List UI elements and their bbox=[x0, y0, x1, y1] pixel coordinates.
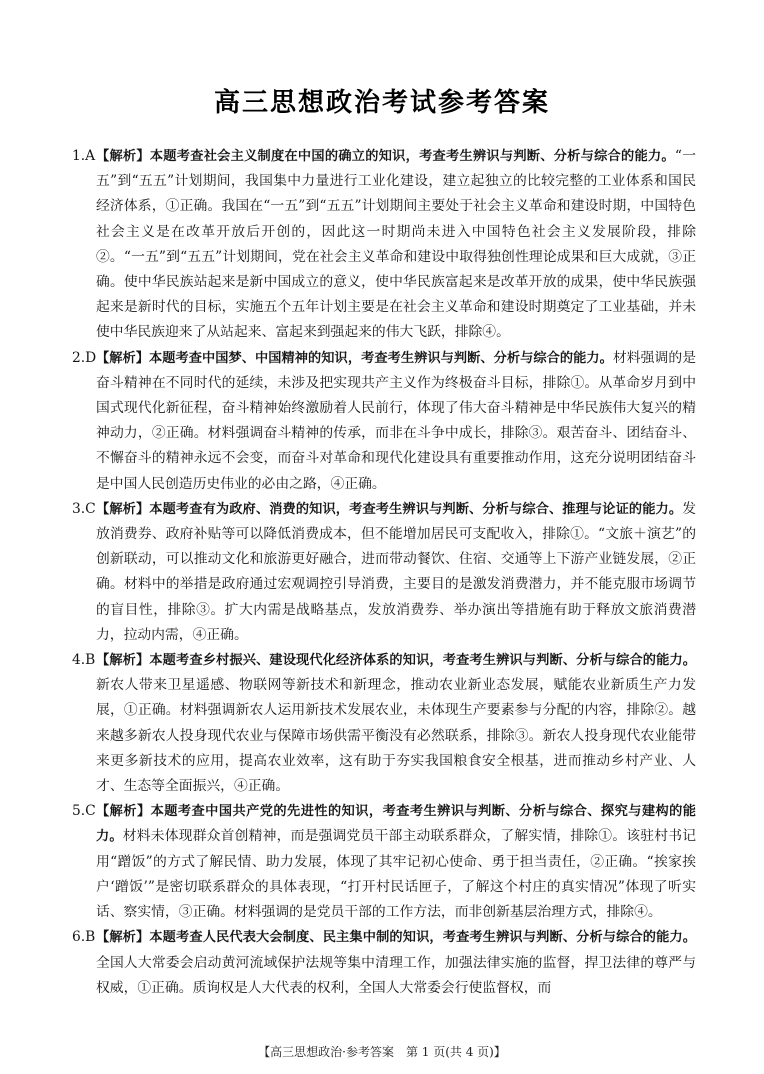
question-6 bbox=[70, 925, 696, 1001]
page-footer: 【高三思想政治·参考答案 第 1 页(共 4 页)】 bbox=[258, 1045, 506, 1059]
analysis-lead: 【解析】本题考查乡村振兴、建设现代化经济体系的知识，考查考生辨识与判断、分析与综合的能力。 bbox=[96, 653, 696, 669]
analysis-body: 发放消费券、政府补贴等可以降低消费成本，但不能增加居民可支配收入，排除①。“文旅＋演艺”的创新联动，可以推动文化和旅游更好融合，进而带动餐饮、住宿、交通等上下游产业链发展，②正确。材料中的举措是政府通过宏观调控引导消费，主要目的是激发消费潜力，并不能克服市场调节的盲目性，排除③。扩大内需是战略基点，发放消费券、举办演出等措施有助于释放文旅消费潜力，拉动内需，④正确。 bbox=[96, 500, 696, 643]
analysis-lead: 【解析】本题考查社会主义制度在中国的确立的知识，考查考生辨识与判断、分析与综合的能力。 bbox=[96, 149, 675, 164]
question-number: 2.D bbox=[72, 349, 97, 366]
question-4 bbox=[70, 648, 696, 799]
question-5 bbox=[70, 799, 696, 925]
analysis-lead: 【解析】本题考查中国共产党的先进性的知识，考查考生辨识与判断、分析与综合、探究与建构的能力。 bbox=[96, 804, 696, 845]
question-2 bbox=[70, 346, 696, 497]
analysis-lead: 【解析】本题考查有为政府、消费的知识，考查考生辨识与判断、分析与综合、推理与论证的能力。 bbox=[96, 501, 683, 517]
analysis-body: 材料未体现群众首创精神，而是强调党员干部主动联系群众，了解实情，排除①。该驻村书记用“蹭饭”的方式了解民情、助力发展，体现了其牢记初心使命、勇于担当责任，②正确。“挨家挨户‘蹭饭’”是密切联系群众的具体表现，“打开村民话匣子，了解这个村庄的真实情况”体现了听实话、察实情，③正确。材料强调的是党员干部的工作方法，而非创新基层治理方式，排除④。 bbox=[96, 828, 697, 921]
analysis-lead: 【解析】本题考查中国梦、中国精神的知识，考查考生辨识与判断、分析与综合的能力。 bbox=[96, 350, 613, 366]
analysis-body: 新农人带来卫星遥感、物联网等新技术和新理念，推动农业新业态发展，赋能农业新质生产力发展，①正确。材料强调新农人运用新技术发展农业，未体现生产要素参与分配的内容，排除②。越来越多新农人投身现代农业与保障市场供需平衡没有必然联系，排除③。新农人投身现代农业能带来更多新技术的应用，提高农业效率，这有助于夯实我国粮食安全根基，进而推动乡村产业、人才、生态等全面振兴，④正确。 bbox=[96, 677, 696, 795]
analysis-body: “一五”到“五五”计划期间，我国集中力量进行工业化建设，建立起独立的比较完整的工业体系和国民经济体系，①正确。我国在“一五”到“五五”计划期间主要处于社会主义革命和建设时期，中国特色社会主义是在改革开放后开创的，因此这一时期尚未进入中国特色社会主义发展阶段，排除②。“一五”到“五五”计划期间，党在社会主义革命和建设中取得独创性理论成果和巨大成就，③正确。使中华民族站起来是新中国成立的意义，使中华民族富起来是改革开放的成果，使中华民族强起来是新时代的目标，实施五个五年计划主要是在社会主义革命和建设时期奠定了工业基础，并未使中华民族迎来了从站起来、富起来到强起来的伟大飞跃，排除④。 bbox=[96, 148, 697, 341]
analysis-body: 材料强调的是奋斗精神在不同时代的延续，未涉及把实现共产主义作为终极奋斗目标，排除①。从革命岁月到中国式现代化新征程，奋斗精神始终激励着人民前行，体现了伟大奋斗精神是中华民族伟大复兴的精神动力，②正确。材料强调奋斗精神的传承，而非在斗争中成长，排除③。艰苦奋斗、团结奋斗、不懈奋斗的精神永远不会变，而奋斗对革命和现代化建设具有重要推动作用，这充分说明团结奋斗是中国人民创造历史伟业的必由之路，④正确。 bbox=[96, 349, 697, 492]
answers-list bbox=[70, 144, 696, 1001]
page-title: 高三思想政治考试参考答案 bbox=[213, 88, 550, 118]
analysis-body: 全国人大常委会启动黄河流域保护法规等集中清理工作，加强法律实施的监督，捍卫法律的尊严与权威，①正确。质询权是人大代表的权利，全国人大常委会行使监督权，而 bbox=[96, 954, 696, 996]
question-3 bbox=[70, 497, 696, 648]
question-number: 3.C bbox=[72, 500, 96, 517]
question-number: 6.B bbox=[72, 929, 96, 946]
question-1 bbox=[70, 144, 696, 346]
question-number: 4.B bbox=[72, 652, 96, 669]
question-number: 1.A bbox=[72, 148, 96, 164]
question-number: 5.C bbox=[72, 803, 96, 820]
analysis-lead: 【解析】本题考查人民代表大会制度、民主集中制的知识，考查考生辨识与判断、分析与综合的能力。 bbox=[96, 930, 696, 946]
